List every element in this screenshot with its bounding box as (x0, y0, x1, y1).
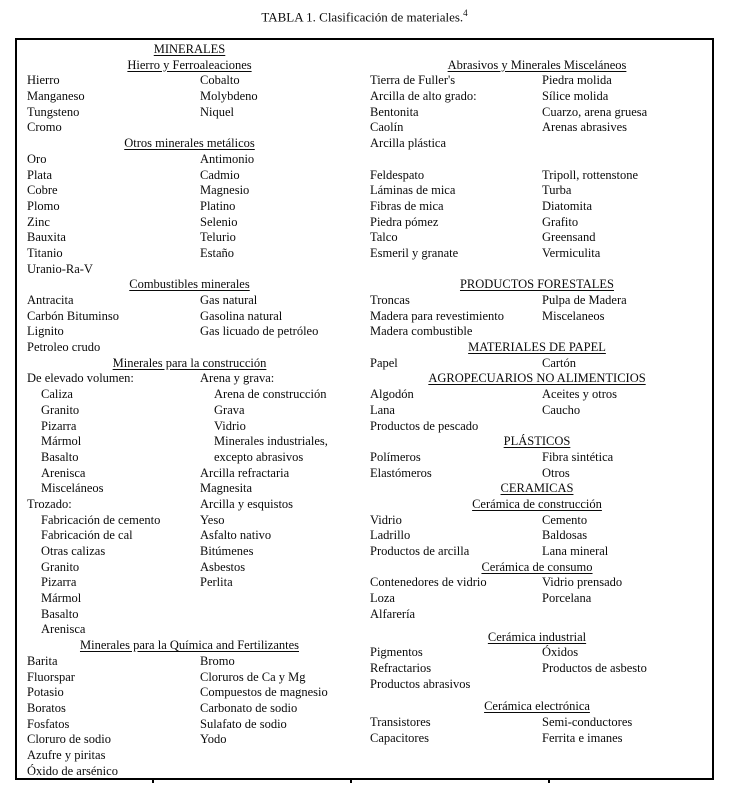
cell-item: Hierro (27, 73, 60, 88)
cell-item: Arena y grava: (200, 371, 275, 386)
section-header: Cerámica de consumo (481, 559, 593, 574)
spacer (362, 152, 712, 168)
table-row (19, 450, 360, 466)
table-row (362, 607, 712, 623)
table-row (19, 215, 360, 231)
table-row (362, 293, 712, 309)
table-row (362, 120, 712, 136)
cell-item: Tierra de Fuller's (370, 73, 456, 88)
cell-item: Otras calizas (41, 544, 106, 558)
cell-item: Lana (370, 402, 395, 417)
section-header: PRODUCTOS FORESTALES (459, 277, 614, 292)
cell-item: Pulpa de Madera (542, 293, 627, 307)
cell-item: Tungsteno (27, 104, 80, 119)
section-header: Minerales para la construcción (112, 355, 267, 370)
cell-item: Algodón (370, 387, 414, 402)
cell-item: Fibra sintética (542, 449, 614, 464)
cell-item: Zinc (27, 214, 50, 229)
cell-item: Vermiculita (542, 245, 601, 260)
cell-item: Porcelana (542, 591, 592, 606)
table-row (362, 403, 712, 419)
cell-item: Bentonita (370, 104, 419, 119)
cell-item: Antimonio (200, 151, 255, 166)
table-row (362, 591, 712, 607)
cell-item: Arcilla refractaria (200, 465, 290, 480)
cell-item: Óxidos (542, 645, 579, 660)
cell-item: Miscelaneos (542, 308, 605, 323)
table-row (362, 168, 712, 184)
table-row (362, 230, 712, 246)
table-column-right (362, 42, 712, 746)
cell-item: Boratos (27, 700, 66, 715)
cell-item: Fabricación de cemento (41, 512, 161, 527)
table-row (362, 419, 712, 435)
table-row (362, 215, 712, 231)
cell-item: Refractarios (370, 660, 432, 675)
table-row (19, 246, 360, 262)
table-row (362, 645, 712, 661)
cell-item: Arcilla y esquistos (200, 496, 294, 511)
table-row (19, 732, 360, 748)
cell-item: Telurio (200, 230, 236, 245)
cell-item: Azufre y piritas (27, 747, 106, 762)
cell-item: Basalto (41, 449, 79, 464)
section-header: Otros minerales metálicos (124, 136, 255, 151)
cell-item: Grafito (542, 214, 579, 229)
cell-item: Caucho (542, 402, 581, 417)
cell-item: Cobre (27, 183, 58, 198)
cell-item: Alfarería (370, 606, 416, 621)
section-header: Minerales para la Química and Fertilizantes (79, 638, 299, 653)
cell-item: Yeso (200, 512, 225, 527)
section-header: Cerámica industrial (487, 629, 587, 644)
cell-item: Tripoll, rottenstone (542, 167, 639, 182)
cell-item: Magnesita (200, 481, 253, 496)
table-row (19, 654, 360, 670)
cell-item: Gasolina natural (200, 308, 283, 323)
cell-item: Mármol (41, 591, 82, 606)
cell-item: Magnesio (200, 183, 250, 198)
table-row (362, 246, 712, 262)
cell-item: Arcilla plástica (370, 136, 447, 151)
cell-item: Pizarra (41, 418, 77, 433)
cell-item: Aceites y otros (542, 387, 617, 402)
cell-item: Óxido de arsénico (27, 763, 118, 778)
cell-item: Troncas (370, 293, 410, 307)
table-row (362, 105, 712, 121)
cell-item: Ferrita e imanes (542, 730, 623, 745)
cell-item: Turba (542, 183, 572, 198)
cell-item: Fluorspar (27, 669, 75, 684)
table-row (19, 513, 360, 529)
cell-item: Misceláneos (41, 481, 104, 496)
cell-item: excepto abrasivos (214, 449, 304, 464)
cell-item: Bitúmenes (200, 544, 254, 558)
table-row (19, 701, 360, 717)
cell-item: Arcilla de alto grado: (370, 89, 477, 104)
section-header: Abrasivos y Minerales Misceláneos (447, 57, 627, 72)
table-row (362, 677, 712, 693)
table-row (19, 387, 360, 403)
table-row (19, 324, 360, 340)
table-row (19, 497, 360, 513)
table-row (19, 528, 360, 544)
table-row (362, 466, 712, 482)
cell-item: Elastómeros (370, 465, 432, 480)
cell-item: Diatomita (542, 198, 592, 213)
cell-item: Compuestos de magnesio (200, 685, 328, 700)
cell-item: Cadmio (200, 167, 240, 182)
table-row (362, 661, 712, 677)
cell-item: Fosfatos (27, 716, 70, 731)
cell-item: Greensand (542, 230, 596, 245)
cell-item: Madera combustible (370, 324, 473, 339)
cell-item: Platino (200, 198, 236, 213)
cell-item: Cuarzo, arena gruesa (542, 104, 648, 119)
cell-item: Loza (370, 591, 395, 606)
cell-item: Semi-conductores (542, 715, 633, 729)
cell-item: Capacitores (370, 730, 430, 745)
table-row (19, 685, 360, 701)
table-row (19, 717, 360, 733)
table-caption-text: TABLA 1. Clasificación de materiales. (261, 9, 464, 25)
cell-item: Niquel (200, 104, 235, 119)
cell-item: Trozado: (27, 496, 72, 511)
cell-item: Pigmentos (370, 645, 423, 660)
table-row (19, 575, 360, 591)
table-row (362, 136, 712, 152)
table-caption (0, 8, 729, 25)
table-grid-tick (152, 778, 154, 783)
cell-item: Cloruros de Ca y Mg (200, 669, 306, 684)
cell-item: Asbestos (200, 559, 246, 574)
section-header: AGROPECUARIOS NO ALIMENTICIOS (428, 371, 646, 386)
cell-item: Manganeso (27, 89, 85, 104)
table-row (19, 591, 360, 607)
cell-item: Carbonato de sodio (200, 700, 298, 715)
cell-item: Arenisca (41, 622, 86, 637)
cell-item: Productos de asbesto (542, 660, 647, 675)
cell-item: Sílice molida (542, 89, 609, 104)
table-row (19, 73, 360, 89)
cell-item: Lana mineral (542, 544, 609, 558)
section-header: CERAMICAS (500, 481, 574, 496)
table-row (19, 764, 360, 780)
table-row (19, 309, 360, 325)
cell-item: Yodo (200, 732, 227, 747)
table-row (362, 544, 712, 560)
cell-item: Plomo (27, 198, 60, 213)
cell-item: Láminas de mica (370, 183, 456, 198)
cell-item: Bauxita (27, 230, 66, 245)
cell-item: Molybdeno (200, 89, 258, 104)
cell-item: Estaño (200, 245, 235, 260)
cell-item: Cobalto (200, 73, 240, 88)
section-header: Hierro y Ferroaleaciones (127, 57, 252, 72)
cell-item: Uranio-Ra-V (27, 261, 93, 276)
table-row (19, 419, 360, 435)
table-grid-tick (350, 778, 352, 783)
cell-item: Transistores (370, 715, 431, 729)
cell-item: Granito (41, 402, 80, 417)
cell-item: Contenedores de vidrio (370, 575, 487, 590)
cell-item: Pizarra (41, 575, 77, 590)
cell-item: Caliza (41, 387, 73, 402)
cell-item: Vidrio (370, 512, 402, 527)
cell-item: Arenisca (41, 465, 86, 480)
table-row (19, 183, 360, 199)
table-row (362, 73, 712, 89)
cell-item: Ladrillo (370, 528, 411, 543)
table-row (362, 387, 712, 403)
cell-item: Titanio (27, 245, 63, 260)
table-row (19, 481, 360, 497)
cell-item: Plata (27, 167, 52, 182)
cell-item: Arena de construcción (214, 387, 327, 402)
table-row (19, 434, 360, 450)
table-row (362, 575, 712, 591)
table-row (19, 152, 360, 168)
cell-item: Productos de pescado (370, 418, 479, 433)
table-row (362, 715, 712, 731)
section-header: Cerámica electrónica (484, 699, 590, 714)
spacer (362, 42, 712, 58)
cell-item: Cromo (27, 120, 62, 135)
cell-item: Perlita (200, 575, 233, 590)
table-row (362, 356, 712, 372)
table-row (362, 513, 712, 529)
cell-item: Granito (41, 559, 80, 574)
spacer (362, 262, 712, 278)
cell-item: Otros (542, 465, 570, 480)
cell-item: Antracita (27, 293, 74, 307)
footnote-reference: 4 (463, 8, 468, 18)
section-header: MINERALES (153, 42, 226, 56)
table-row (19, 120, 360, 136)
cell-item: Esmeril y granate (370, 245, 459, 260)
cell-item: Baldosas (542, 528, 588, 543)
section-header: PLÁSTICOS (503, 434, 571, 449)
cell-item: Arenas abrasives (542, 120, 628, 135)
cell-item: Vidrio prensado (542, 575, 623, 590)
cell-item: Polímeros (370, 449, 421, 464)
cell-item: Gas licuado de petróleo (200, 324, 319, 339)
cell-item: Cemento (542, 512, 588, 527)
table-row (19, 403, 360, 419)
cell-item: Asfalto nativo (200, 528, 272, 543)
table-grid-tick (548, 778, 550, 783)
table-column-left (19, 42, 360, 779)
table-row (19, 262, 360, 278)
table-row (19, 89, 360, 105)
cell-item: Piedra pómez (370, 214, 439, 229)
table-row (19, 199, 360, 215)
table-row (362, 528, 712, 544)
section-header: MATERIALES DE PAPEL (468, 340, 606, 355)
cell-item: Oro (27, 151, 47, 166)
cell-item: Sulafato de sodio (200, 716, 287, 731)
cell-item: Talco (370, 230, 398, 245)
cell-item: Grava (214, 402, 245, 417)
table-row (19, 293, 360, 309)
cell-item: Fabricación de cal (41, 528, 133, 543)
table-row (19, 622, 360, 638)
table-row (19, 340, 360, 356)
cell-item: Lignito (27, 324, 64, 339)
cell-item: De elevado volumen: (27, 371, 134, 386)
cell-item: Papel (370, 355, 398, 370)
table-row (362, 324, 712, 340)
cell-item: Vidrio (214, 418, 246, 433)
cell-item: Petroleo crudo (27, 340, 101, 355)
table-row (19, 560, 360, 576)
cell-item: Feldespato (370, 167, 425, 182)
table-row (19, 371, 360, 387)
cell-item: Madera para revestimiento (370, 308, 504, 323)
cell-item: Barita (27, 653, 58, 668)
spacer (362, 692, 712, 699)
spacer (362, 622, 712, 629)
section-header: Cerámica de construcción (472, 496, 602, 511)
cell-item: Selenio (200, 214, 238, 229)
table-row (19, 105, 360, 121)
table-row (362, 199, 712, 215)
cell-item: Mármol (41, 434, 82, 449)
table-row (362, 731, 712, 747)
cell-item: Caolín (370, 120, 404, 135)
cell-item: Bromo (200, 653, 235, 668)
cell-item: Fibras de mica (370, 198, 444, 213)
cell-item: Potasio (27, 685, 64, 700)
cell-item: Gas natural (200, 293, 258, 307)
table-row (362, 183, 712, 199)
table-row (19, 670, 360, 686)
cell-item: Minerales industriales, (214, 434, 328, 449)
section-header: Combustibles minerales (129, 277, 250, 292)
table-row (362, 309, 712, 325)
cell-item: Cloruro de sodio (27, 732, 112, 747)
table-row (362, 89, 712, 105)
table-row (19, 607, 360, 623)
table-row (19, 544, 360, 560)
table-row (19, 466, 360, 482)
table-row (19, 748, 360, 764)
table-row (362, 450, 712, 466)
table-row (19, 168, 360, 184)
materials-table (15, 38, 714, 780)
cell-item: Productos de arcilla (370, 544, 470, 558)
cell-item: Productos abrasivos (370, 676, 471, 691)
cell-item: Cartón (542, 355, 577, 370)
table-row (19, 230, 360, 246)
cell-item: Basalto (41, 606, 79, 621)
cell-item: Carbón Bituminso (27, 308, 120, 323)
cell-item: Piedra molida (542, 73, 612, 88)
